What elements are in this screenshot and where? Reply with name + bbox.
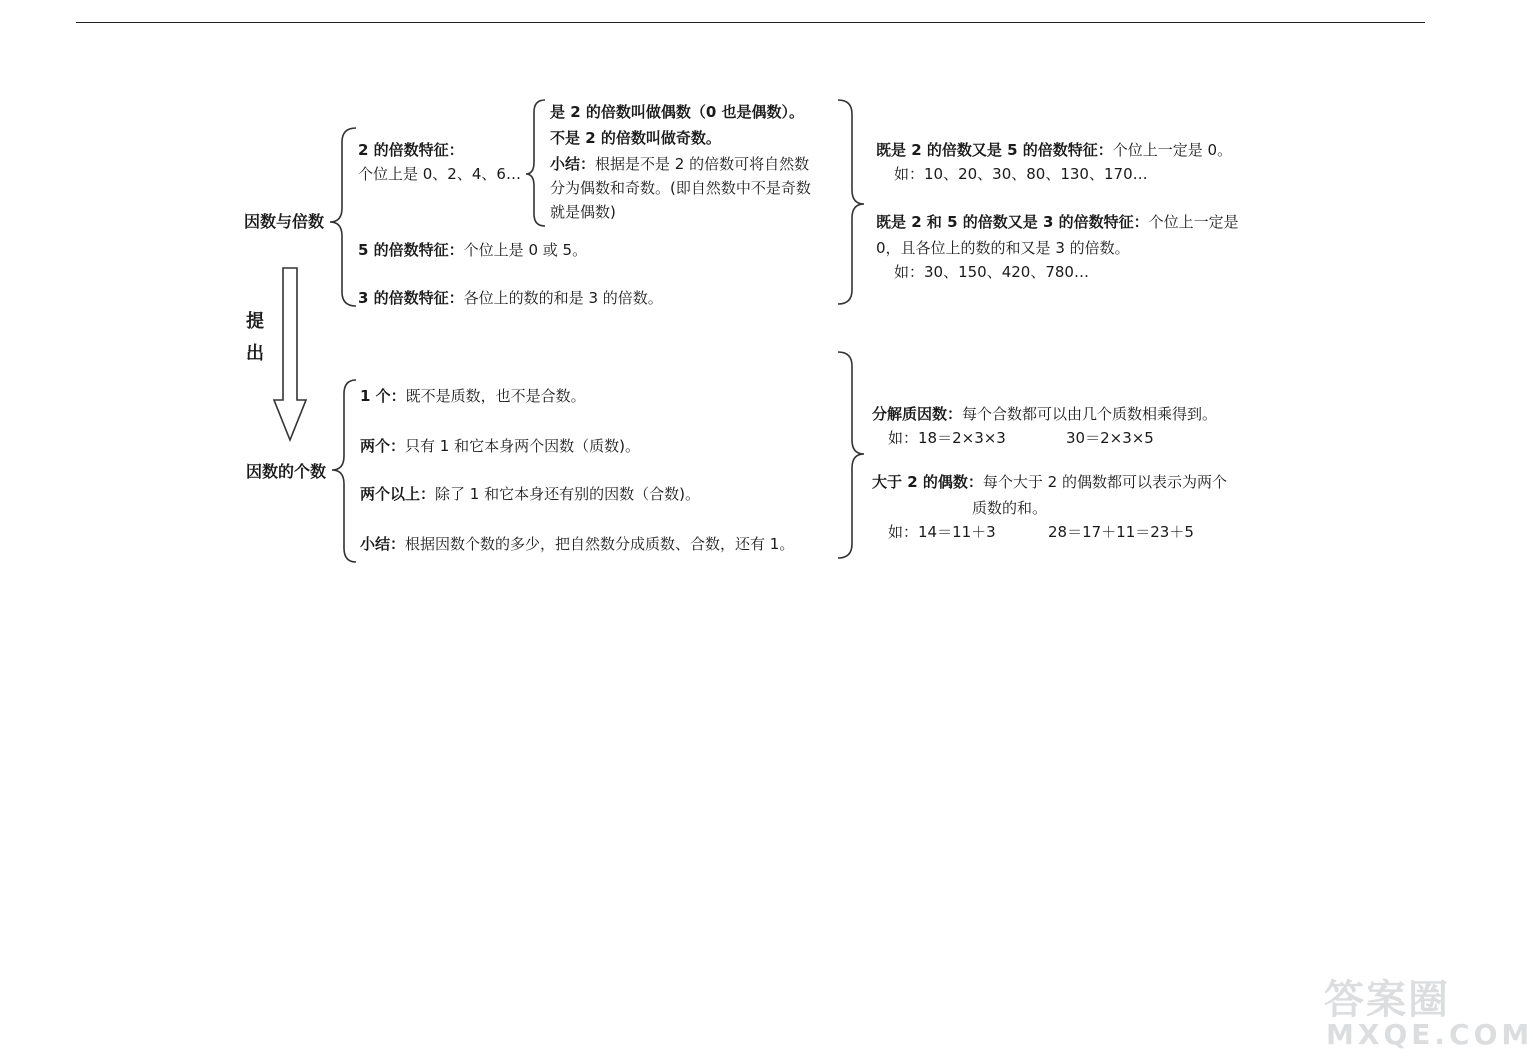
down-arrow (274, 268, 306, 440)
upper-left-brace (330, 128, 356, 306)
factor-one-heading: 1 个： (360, 387, 406, 405)
factor-one-body: 既不是质数，也不是合数。 (405, 387, 586, 405)
factor-more-heading: 两个以上： (360, 485, 436, 503)
factor-more-body: 除了 1 和它本身还有别的因数（合数)。 (435, 485, 700, 503)
two-summary-body-1: 根据是不是 2 的倍数可将自然数 (595, 155, 810, 173)
prime-factor-example-2: 30＝2×3×5 (1066, 429, 1154, 447)
even-sum-example-1: 如：14＝11＋3 (888, 523, 996, 541)
watermark-line-1: 答案圈 (1324, 977, 1450, 1023)
factor-more-line (360, 484, 700, 504)
prime-factor-heading: 分解质因数： (872, 405, 963, 423)
factor-two-body: 只有 1 和它本身两个因数（质数)。 (405, 437, 640, 455)
factor-one-line (360, 386, 586, 406)
prime-factor-line (872, 404, 1217, 424)
factor-two-line (360, 436, 640, 456)
factor-summary-body: 根据因数个数的多少，把自然数分成质数、合数，还有 1。 (405, 535, 795, 553)
all-2-3-5-body-2: 0，且各位上的数的和又是 3 的倍数。 (876, 239, 1130, 257)
multiple-five-heading: 5 的倍数特征： (358, 241, 464, 259)
watermark-line-2: MXQE.COM (1326, 1018, 1533, 1051)
odd-definition: 不是 2 的倍数叫做奇数。 (550, 129, 721, 147)
prime-factor-body: 每个合数都可以由几个质数相乘得到。 (962, 405, 1218, 423)
multiple-three-body: 各位上的数的和是 3 的倍数。 (463, 289, 663, 307)
all-2-3-5-line (876, 212, 1239, 232)
even-sum-body-2: 质数的和。 (972, 499, 1048, 517)
upper-right-brace (838, 100, 864, 304)
multiple-five-body: 个位上是 0 或 5。 (463, 241, 588, 259)
both-2-5-line (876, 140, 1232, 160)
two-summary-body-2: 分为偶数和奇数。(即自然数中不是奇数 (550, 179, 811, 197)
factor-summary-line (360, 534, 794, 554)
arrow-label-char-2: 出 (246, 343, 264, 364)
factor-two-heading: 两个： (360, 437, 406, 455)
even-sum-heading: 大于 2 的偶数： (872, 473, 983, 491)
lower-left-brace (332, 380, 356, 562)
multiple-three-line (358, 288, 663, 308)
multiple-two-body: 个位上是 0、2、4、6… (358, 165, 521, 183)
even-sum-line (872, 472, 1227, 492)
topic-factors-multiples: 因数与倍数 (244, 212, 325, 231)
multiple-five-line (358, 240, 587, 260)
even-sum-example-2: 28＝17＋11＝23＋5 (1048, 523, 1194, 541)
lower-right-brace (838, 352, 864, 558)
topic-number-of-factors: 因数的个数 (246, 462, 327, 481)
all-2-3-5-body-1: 个位上一定是 (1148, 213, 1239, 231)
multiple-three-heading: 3 的倍数特征： (358, 289, 464, 307)
even-sum-body-1: 每个大于 2 的偶数都可以表示为两个 (982, 473, 1227, 491)
two-summary-line-1 (550, 154, 809, 174)
all-2-3-5-example: 如：30、150、420、780… (894, 263, 1089, 281)
inner-brace-two (526, 100, 545, 226)
watermark-logo (1320, 968, 1533, 1052)
multiple-two-heading: 2 的倍数特征： (358, 141, 464, 159)
two-summary-body-3: 就是偶数) (550, 203, 616, 221)
both-2-5-heading: 既是 2 的倍数又是 5 的倍数特征： (876, 141, 1113, 159)
two-summary-heading: 小结： (550, 155, 596, 173)
all-2-3-5-heading: 既是 2 和 5 的倍数又是 3 的倍数特征： (876, 213, 1149, 231)
factor-summary-heading: 小结： (360, 535, 406, 553)
even-definition: 是 2 的倍数叫做偶数（0 也是偶数）。 (550, 103, 805, 121)
arrow-label-char-1: 提 (246, 311, 264, 332)
both-2-5-body: 个位上一定是 0。 (1112, 141, 1233, 159)
both-2-5-example: 如：10、20、30、80、130、170… (894, 165, 1148, 183)
prime-factor-example-1: 如：18＝2×3×3 (888, 429, 1006, 447)
